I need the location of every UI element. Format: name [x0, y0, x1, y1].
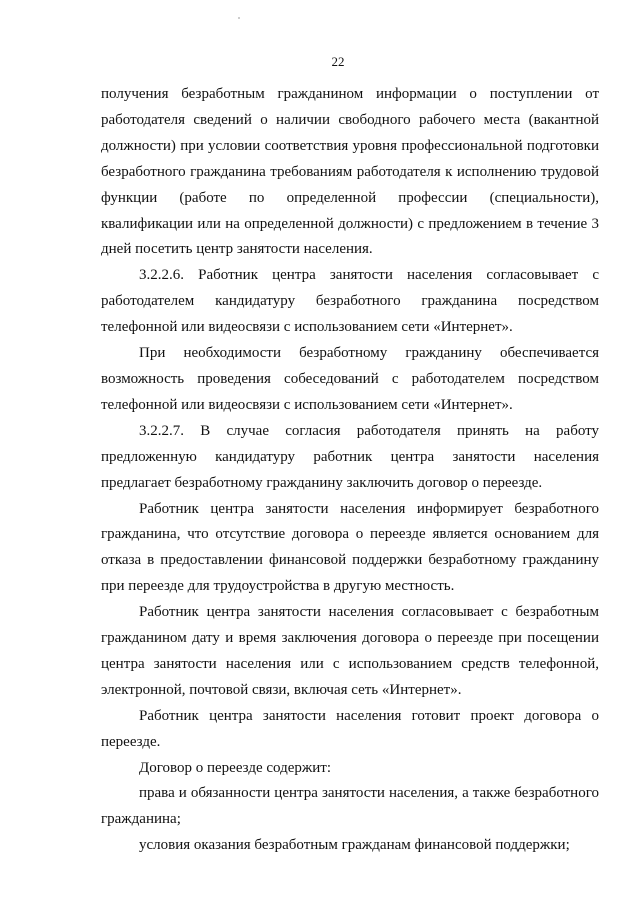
paragraph-conditions: условия оказания безработным гражданам финансовой поддержки; [139, 837, 570, 854]
paragraph-continuation: получения безработным гражданином информации о поступлении от работодателя сведений о наличии свободного рабочего места (вакантной должности) при условии соответствия уровня профессиональной подготовки безработного гражданина требованиям работодателя к исполнению трудовой функции (работе по определенной профессии (специальности), квалификации или на определенной должности) с предложением в течение 3 дней посетить центр занятости населения. [101, 86, 599, 258]
paragraph-interview: При необходимости безработному гражданину обеспечивается возможность проведения собеседований с работодателем посредством телефонной или видеосвязи с использованием сети «Интернет». [101, 345, 599, 413]
scan-speck [238, 17, 240, 19]
paragraph-inform: Работник центра занятости населения информирует безработного гражданина, что отсутствие договора о переезде является основанием для отказа в предоставлении финансовой поддержки безработному гражданину при переезде для трудоустройства в другую местность. [101, 500, 599, 595]
page-number: 22 [331, 54, 345, 69]
paragraph-3-2-2-6: 3.2.2.6. Работник центра занятости населения согласовывает с работодателем кандидатуру безработного гражданина посредством телефонной или видеосвязи с использованием сети «Интернет». [101, 267, 599, 336]
paragraph-rights: права и обязанности центра занятости населения, а также безработного гражданина; [101, 785, 599, 828]
paragraph-3-2-2-7: 3.2.2.7. В случае согласия работодателя принять на работу предложенную кандидатуру работник центра занятости населения предлагает безработному гражданину заключить договор о переезде. [101, 422, 599, 491]
body-text [101, 82, 599, 859]
paragraph-contract-contents: Договор о переезде содержит: [139, 759, 331, 776]
paragraph-draft: Работник центра занятости населения готовит проект договора о переезде. [101, 707, 599, 750]
paragraph-schedule: Работник центра занятости населения согласовывает с безработным гражданином дату и время заключения договора о переезде при посещении центра занятости населения или с использованием средств телефонной, электронной, почтовой связи, включая сеть «Интернет». [101, 604, 599, 698]
